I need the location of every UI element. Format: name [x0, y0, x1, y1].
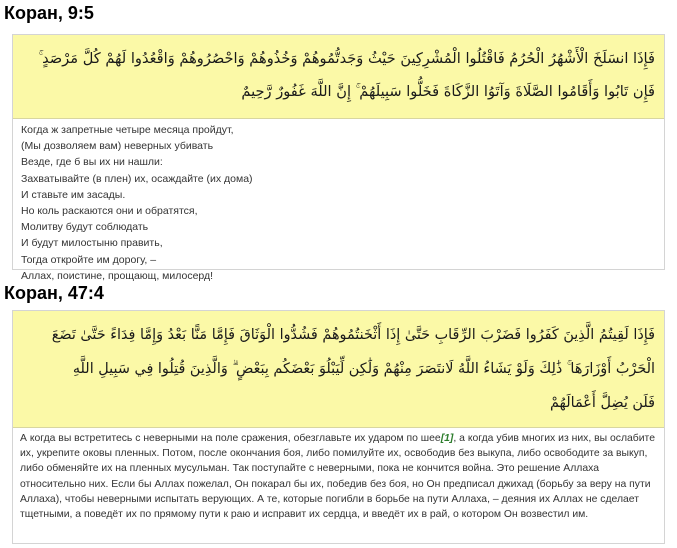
- verse-title-9-5: Коран, 9:5: [4, 3, 94, 23]
- translation-line: И ставьте им засады.: [21, 188, 126, 201]
- translation-line: (Мы дозволяем вам) неверных убивать: [21, 140, 214, 153]
- translation-line: Молитву будут соблюдать: [21, 221, 149, 234]
- arabic-line: فَإِن تَابُوا وَأَقَامُوا الصَّلَاةَ وَآتَوُا الزَّكَاةَ فَخَلُّوا سَبِيلَهُمْ ۚ إِنَّ اللَّهَ غَفُورٌ رَّحِيمٌ: [241, 83, 655, 100]
- verse-title-47-4: Коран, 47:4: [4, 283, 104, 303]
- footnote-link[interactable]: [1]: [440, 433, 454, 444]
- arabic-line: فَإِذَا لَقِيتُمُ الَّذِينَ كَفَرُوا فَضَرْبَ الرِّقَابِ حَتَّىٰ إِذَا أَثْخَنتُمُوهُمْ فَشُدُّوا الْوَثَاقَ فَإِمَّا مَنًّا بَعْدُ وَإِمَّا فِدَاءً حَتَّىٰ تَضَعَ: [51, 327, 655, 343]
- arabic-line: فَإِذَا انسَلَخَ الْأَشْهُرُ الْحُرُمُ فَاقْتُلُوا الْمُشْرِكِينَ حَيْثُ وَجَدتُّمُوهُمْ وَخُذُوهُمْ وَاحْصُرُوهُمْ وَاقْعُدُوا لَهُمْ كُلَّ مَرْصَدٍ ۚ: [38, 50, 655, 67]
- translation-text: , а когда убив многих из них, вы ослабите их, укрепите оковы пленных. Потом, после окончания боя, либо помилуйте их, освободив без выкупа, либо освободите за выкуп, либо обменяйте их на пленных мусульман. Так поступайте с неверными, пока не кончится война. Это решение Аллаха относительно них. Если бы Аллах пожелал, Он покарал бы их, победив без боя, но Он предписал джихад (борьбу за веру на пути Аллаха), чтобы неверными испытать верующих. А те, которые погибли в борьбе на пути Аллаха, – деяния их Аллах не сделает тщетными, а поведёт их по прямому пути к раю и исправит их сердца, и введёт их в рай, о котором Он возвестил им.: [20, 433, 655, 521]
- arabic-text-block: [13, 311, 664, 428]
- translation-line: И будут милостыню править,: [21, 237, 163, 250]
- verse-card-47-4: [12, 310, 665, 544]
- translation-line: Тогда откройте им дорогу, –: [21, 253, 157, 266]
- verse-card-9-5: [12, 34, 665, 282]
- arabic-text-block: [13, 35, 664, 119]
- translation-line: Аллах, поистине, прощающ, милосерд!: [21, 269, 214, 282]
- translation-block: [13, 428, 664, 522]
- arabic-line: الْحَرْبُ أَوْزَارَهَا ۚ ذَٰلِكَ وَلَوْ يَشَاءُ اللَّهُ لَانتَصَرَ مِنْهُمْ وَلَٰكِن لِّيَبْلُوَ بَعْضَكُم بِبَعْضٍ ۗ وَالَّذِينَ قُتِلُوا فِي سَبِيلِ اللَّهِ: [72, 361, 655, 377]
- translation-text: А когда вы встретитесь с неверными на поле сражения, обезглавьте их ударом по шее: [20, 433, 441, 444]
- translation-line: Когда ж запретные четыре месяца пройдут,: [21, 124, 234, 136]
- translation-block: [13, 119, 664, 284]
- translation-line: Везде, где б вы их ни нашли:: [21, 156, 163, 169]
- translation-line: Но коль раскаются они и обратятся,: [21, 205, 198, 218]
- translation-line: Захватывайте (в плен) их, осаждайте (их дома): [21, 172, 253, 185]
- arabic-line: فَلَن يُضِلَّ أَعْمَالَهُمْ: [549, 395, 655, 411]
